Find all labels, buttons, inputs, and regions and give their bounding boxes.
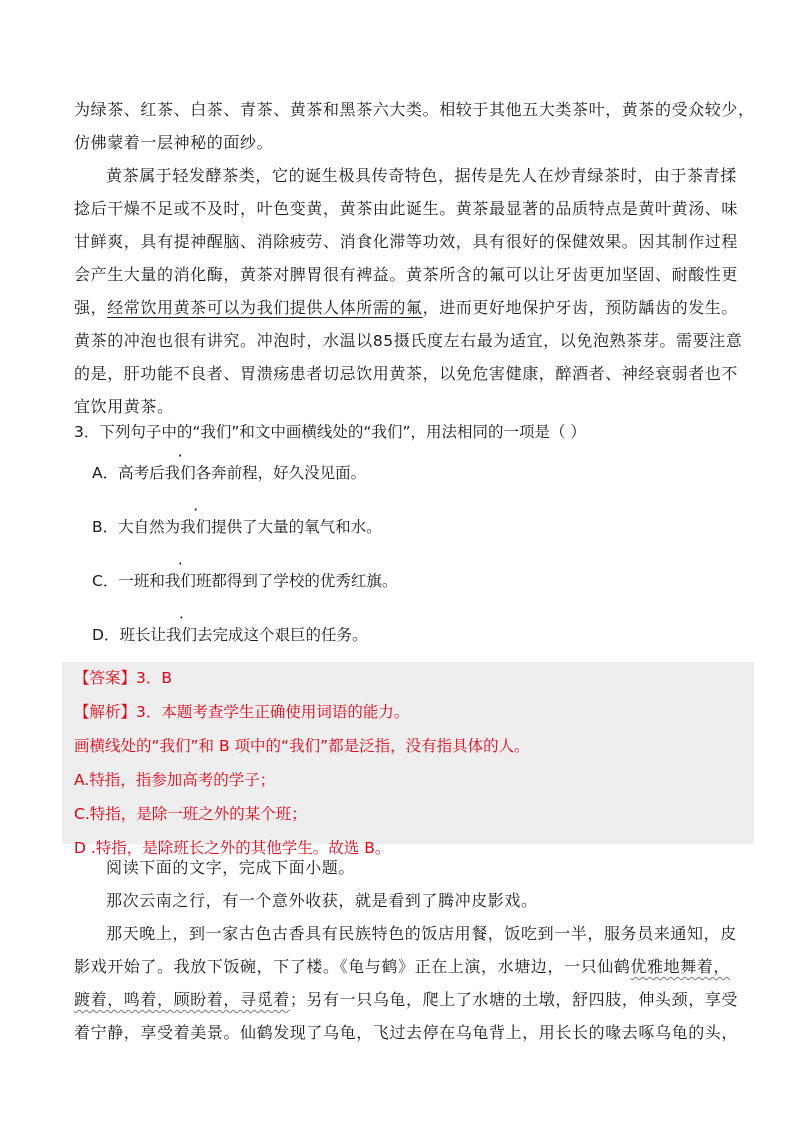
passage-line: 仿佛蒙着一层神秘的面纱。 (74, 133, 274, 152)
option-text: 各奔前程，好久没见面。 (195, 464, 367, 482)
emphasis-word: 我们 (164, 572, 196, 590)
option-d (92, 623, 367, 647)
option-text: 班长让 (119, 626, 166, 644)
underlined-sentence: 经常饮用黄茶可以为我们提供人体所需的氟 (107, 298, 423, 317)
text-span: 黄茶的冲泡也很有讲究。冲泡时，水温以 (74, 331, 373, 350)
text-span: ，进而更好地保护牙齿，预防龋齿的发生。 (422, 298, 739, 317)
analysis-line: 【解析】3．本题考查学生正确使用词语的能力。 (74, 703, 410, 721)
passage-line: 捻后干燥不足或不及时，叶色变黄，黄茶由此诞生。黄茶最显著的品质特点是黄叶黄汤、味 (74, 199, 739, 218)
passage-line (74, 988, 738, 1012)
option-text: 高考后 (118, 464, 165, 482)
explanation-line: D .特指，是除班长之外的其他学生。故选 B。 (74, 839, 391, 857)
text-span: 摄氏度左右最为适宜，以免泡熟茶芽。需要注意 (393, 331, 743, 350)
option-letter: A． (92, 464, 119, 482)
option-a (92, 461, 366, 485)
option-letter: D． (92, 626, 120, 644)
emphasis-word: 我们 (164, 464, 196, 482)
option-text: 班都得到了学校的优秀红旗。 (195, 572, 398, 590)
option-text: 大自然为 (118, 518, 181, 536)
passage-line: 会产生大量的消化酶，黄茶对脾胃很有裨益。黄茶所含的氟可以让牙齿更加坚固、耐酸性更 (74, 265, 739, 284)
passage-line: 甘鲜爽，具有提神醒脑、消除疲劳、消食化滞等功效，具有很好的保健效果。因其制作过程 (74, 232, 739, 251)
emphasis-word: 我们 (165, 626, 197, 644)
wavy-underlined-text: 优雅地舞着， (630, 957, 731, 976)
option-text: 去完成这个艰巨的任务。 (196, 626, 368, 644)
passage-line (74, 296, 738, 320)
text-span: 影戏开始了。我放下饭碗，下了楼。《龟与鹤》正在上演，水塘边，一只仙鹤 (74, 957, 631, 976)
number-span: 85 (372, 332, 394, 350)
passage-line: 那天晚上，到一家古色古香具有民族特色的饭店用餐，饭吃到一半，服务员来通知，皮 (106, 924, 737, 943)
passage-line: 的是，肝功能不良者、胃溃疡患者切忌饮用黄茶，以免危害健康，醉酒者、神经衰弱者也不 (74, 364, 739, 383)
passage-line: 那次云南之行，有一个意外收获，就是看到了腾冲皮影戏。 (106, 891, 538, 910)
answer-line: 【答案】3．B (74, 669, 172, 687)
option-c (92, 569, 397, 593)
text-span: 强， (74, 298, 108, 317)
passage-line (74, 955, 730, 979)
passage-line (74, 329, 742, 353)
option-letter: C． (92, 572, 119, 590)
passage-line: 宜饮用黄茶。 (74, 397, 174, 416)
emphasis-word: 我们 (180, 518, 212, 536)
question-stem: 3．下列句子中的“我们”和文中画横线处的“我们”，用法相同的一项是（ ） (74, 423, 586, 441)
option-text: 一班和 (118, 572, 165, 590)
passage-line: 黄茶属于轻发酵茶类，它的诞生极具传奇特色，据传是先人在炒青绿茶时，由于茶青揉 (106, 166, 737, 185)
option-text: 提供了大量的氧气和水。 (211, 518, 382, 536)
reading-instruction: 阅读下面的文字，完成下面小题。 (106, 858, 356, 877)
passage-line: 着宁静，享受着美景。仙鹤发现了乌龟，飞过去停在乌龟背上，用长长的喙去啄乌龟的头， (74, 1023, 739, 1042)
text-span: ；另有一只乌龟，爬上了水塘的土墩，舒四肢，伸头颈，享受 (289, 990, 739, 1009)
explanation-line: C.特指，是除一班之外的某个班； (74, 805, 307, 823)
explanation-line: 画横线处的“我们”和 B 项中的“我们”都是泛指，没有指具体的人。 (74, 737, 530, 755)
passage-line: 为绿茶、红茶、白茶、青茶、黄茶和黑茶六大类。相较于其他五大类茶叶，黄茶的受众较少， (74, 100, 755, 119)
explanation-line: A.特指，指参加高考的学子； (74, 771, 276, 789)
option-b (92, 515, 382, 539)
wavy-underlined-text: 踱着，鸣着，顾盼着，寻觅着 (74, 990, 290, 1009)
option-letter: B． (92, 518, 119, 536)
